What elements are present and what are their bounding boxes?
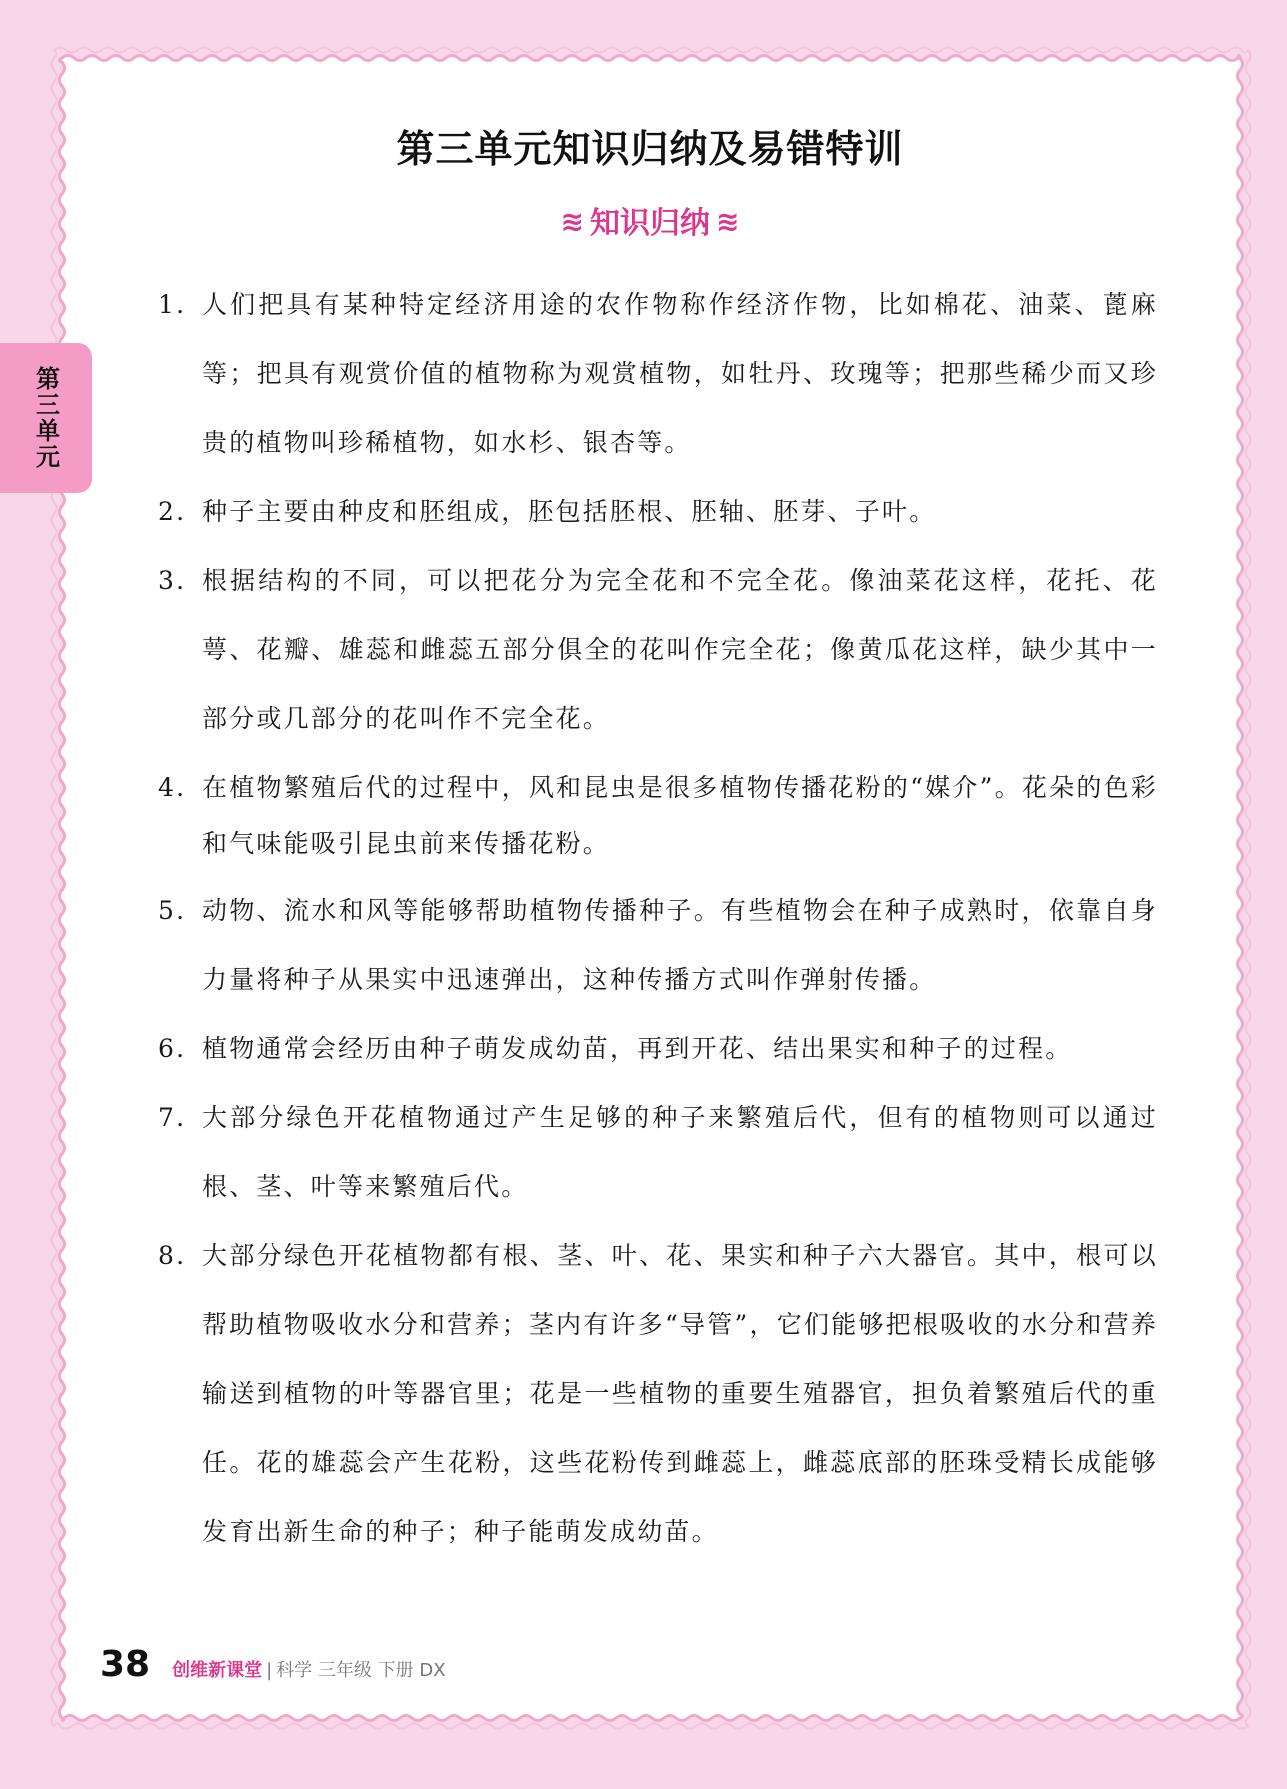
item-number: 5. [158,896,187,925]
list-item [158,546,1158,753]
footer-divider: | [266,1660,273,1681]
section-heading-label: 知识归纳 [590,206,710,241]
list-item [158,270,1158,477]
list-item [158,760,1158,872]
item-number: 6. [158,1034,187,1063]
unit-side-tab [0,343,92,493]
item-number: 8. [158,1241,187,1270]
list-item [158,1083,1158,1221]
item-text: 大部分绿色开花植物通过产生足够的种子来繁殖后代，但有的植物则可以通过根、茎、叶等来繁殖后代。 [202,1103,1158,1201]
wave-decoration-left-icon: ≋ [560,205,584,238]
page-number: 38 [100,1644,151,1685]
item-text: 植物通常会经历由种子萌发成幼苗，再到开花、结出果实和种子的过程。 [202,1034,1073,1063]
item-number: 4. [158,773,187,802]
item-text: 种子主要由种皮和胚组成，胚包括胚根、胚轴、胚芽、子叶。 [202,497,937,526]
list-item [158,1014,1158,1083]
book-name: 创维新课堂 [172,1660,263,1681]
section-heading [150,198,1150,242]
item-text: 人们把具有某种特定经济用途的农作物称作经济作物，比如棉花、油菜、蓖麻等；把具有观赏价值的植物称为观赏植物，如牡丹、玫瑰等；把那些稀少而又珍贵的植物叫珍稀植物，如水杉、银杏等。 [202,290,1158,457]
unit-side-tab-label: 第三单元 [31,366,60,470]
item-text: 动物、流水和风等能够帮助植物传播种子。有些植物会在种子成熟时，依靠自身力量将种子从果实中迅速弹出，这种传播方式叫作弹射传播。 [202,896,1158,994]
item-text: 大部分绿色开花植物都有根、茎、叶、花、果实和种子六大器官。其中，根可以帮助植物吸收水分和营养；茎内有许多“导管”，它们能够把根吸收的水分和营养输送到植物的叶等器官里；花是一些植物的重要生殖器官，担负着繁殖后代的重任。花的雄蕊会产生花粉，这些花粉传到雌蕊上，雌蕊底部的胚珠受精长成能够发育出新生命的种子；种子能萌发成幼苗。 [202,1241,1158,1546]
list-item [158,477,1158,546]
item-number: 3. [158,566,187,595]
book-info: 科学 三年级 下册 DX [276,1660,446,1681]
list-item [158,1221,1158,1566]
item-text: 在植物繁殖后代的过程中，风和昆虫是很多植物传播花粉的“媒介”。花朵的色彩和气味能吸引昆虫前来传播花粉。 [202,773,1158,858]
page-title: 第三单元知识归纳及易错特训 [396,127,904,171]
page-footer [100,1644,446,1685]
item-number: 2. [158,497,187,526]
item-number: 1. [158,290,187,319]
item-number: 7. [158,1103,187,1132]
item-text: 根据结构的不同，可以把花分为完全花和不完全花。像油菜花这样，花托、花萼、花瓣、雄蕊和雌蕊五部分俱全的花叫作完全花；像黄瓜花这样，缺少其中一部分或几部分的花叫作不完全花。 [202,566,1158,733]
knowledge-list [158,270,1158,1566]
wave-decoration-right-icon: ≋ [716,205,740,238]
list-item [158,876,1158,1014]
